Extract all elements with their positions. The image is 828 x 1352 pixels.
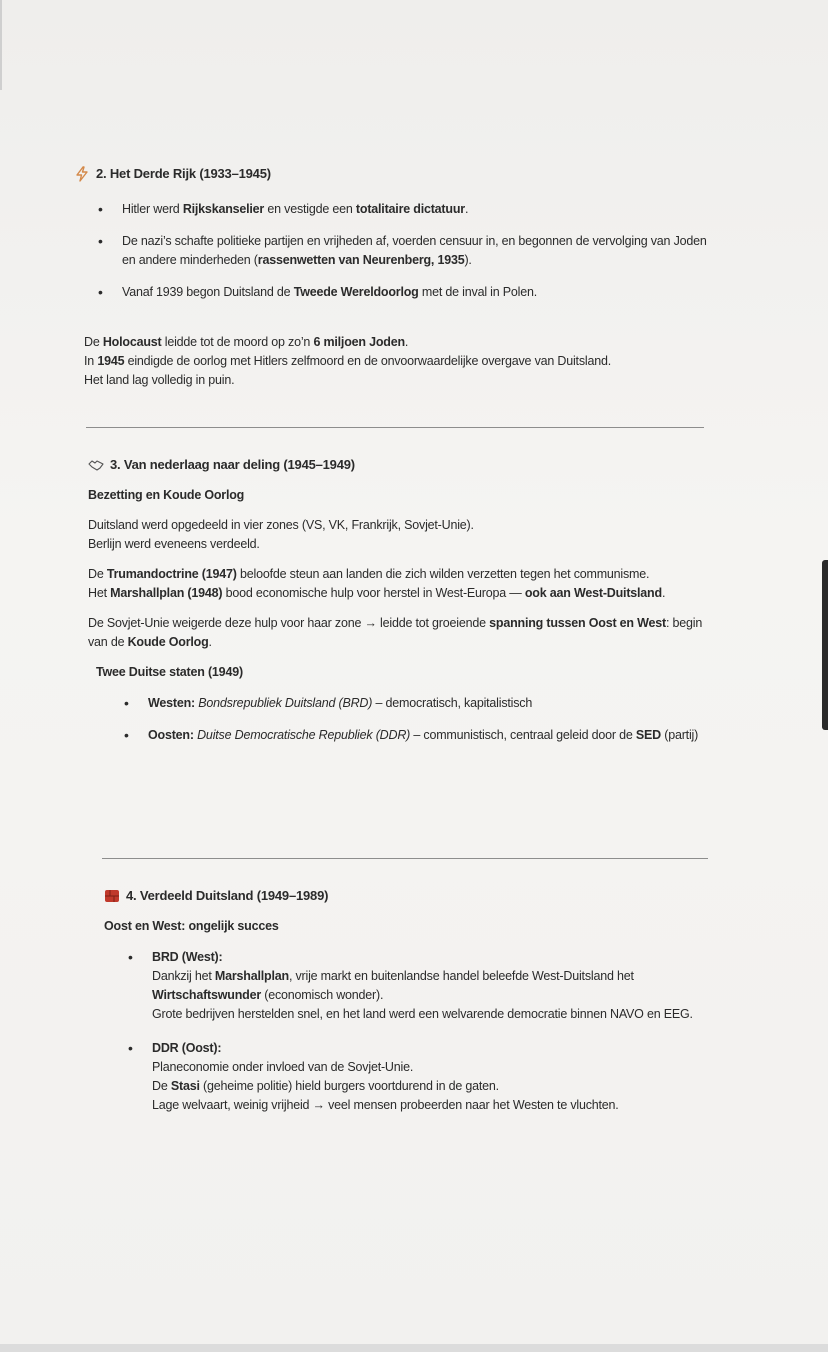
list-item: • De nazi’s schafte politieke partijen en vrijheden af, voerden censuur in, en begonnen de vervolging van Joden en andere minderheden (rassenwetten van Neurenberg, 1935). [98,232,714,270]
lightning-icon [74,166,90,182]
paragraph-line: Berlijn werd eveneens verdeeld. [88,537,260,551]
bold-text: Marshallplan [214,969,289,983]
paragraph [88,614,708,652]
bold-text: rassenwetten van Neurenberg, 1935 [257,253,465,267]
paragraph-line: Het Marshallplan (1948) bood economische hulp voor herstel in West-Europa — ook aan West-Duitsland. [88,586,666,600]
section-4 [104,886,709,1115]
bold-text: Trumandoctrine (1947) [106,567,237,581]
bold-text: Oosten: [148,728,194,742]
list-item-line: Lage welvaart, weinig vrijheid → veel mensen probeerden naar het Westen te vluchten. [152,1098,619,1112]
list-item: • Oosten: Duitse Democratische Republiek (DDR) – communistisch, centraal geleid door de SED (partij) [124,726,708,745]
bold-text: spanning tussen Oost en West [489,616,666,630]
italic-text: Duitse Democratische Republiek (DDR) [197,728,411,742]
list-item [128,948,709,1024]
bold-text: totalitaire dictatuur [355,202,465,216]
bold-text: Holocaust [102,335,162,349]
divider [102,858,708,859]
divider [86,427,704,428]
paragraph-line: Duitsland werd opgedeeld in vier zones (VS, VK, Frankrijk, Sovjet-Unie). [88,518,474,532]
paper-fold [0,0,8,90]
handshake-icon [88,457,104,473]
bold-text: Wirtschaftswunder [152,988,262,1002]
list-item-title: • BRD (West): [152,950,223,964]
bold-text: ook aan West-Duitsland [524,586,662,600]
bold-text: Koude Oorlog [127,635,209,649]
subheading: Bezetting en Koude Oorlog [88,488,245,502]
list-item-line: Planeconomie onder invloed van de Sovjet-Unie. [152,1060,414,1074]
section-4-heading: 4. Verdeeld Duitsland (1949–1989) [104,886,709,905]
bold-text: Stasi [170,1079,200,1093]
page-edge [822,560,828,730]
section-2-paragraph [84,333,724,390]
subheading: Oost en West: ongelijk succes [104,919,279,933]
section-4-list [128,948,709,1115]
italic-text: Bondsrepubliek Duitsland (BRD) [198,696,373,710]
bold-text: 6 miljoen Joden [313,335,405,349]
section-3 [88,455,708,745]
list-item-line: Grote bedrijven herstelden snel, en het land werd een welvarende democratie binnen NAVO en EEG. [152,1007,693,1021]
paragraph-line: Het land lag volledig in puin. [84,373,235,387]
paragraph [88,516,708,554]
paragraph-line: De Holocaust leidde tot de moord op zo’n 6 miljoen Joden. [84,335,409,349]
bottom-edge [0,1344,828,1352]
brick-icon [104,888,120,904]
bold-text: Tweede Wereldoorlog [293,285,419,299]
list-item [128,1039,709,1115]
list-item: • Vanaf 1939 begon Duitsland de Tweede Wereldoorlog met de inval in Polen. [98,283,714,302]
section-3-heading: 3. Van nederlaag naar deling (1945–1949) [88,455,708,474]
section-2-list [98,200,714,302]
list-item-title: • DDR (Oost): [152,1041,222,1055]
section-2 [74,164,714,302]
section-3-list [124,694,708,745]
bold-text: SED [635,728,661,742]
paragraph-line: De Sovjet-Unie weigerde deze hulp voor haar zone → leidde tot groeiende spanning tussen Oost en West: begin van de Koude Oorlog. [88,616,703,649]
list-item-line: De Stasi (geheime politie) hield burgers voortdurend in de gaten. [152,1079,499,1093]
paragraph-line: In 1945 eindigde de oorlog met Hitlers zelfmoord en de onvoorwaardelijke overgave van Duitsland. [84,354,611,368]
paragraph [88,565,708,603]
paragraph-line: De Trumandoctrine (1947) beloofde steun aan landen die zich wilden verzetten tegen het communisme. [88,567,650,581]
section-2-heading: 2. Het Derde Rijk (1933–1945) [74,164,714,183]
bold-text: Westen: [148,696,195,710]
list-item: • Westen: Bondsrepubliek Duitsland (BRD) – democratisch, kapitalistisch [124,694,708,713]
list-item-line: Dankzij het Marshallplan, vrije markt en buitenlandse handel beleefde West-Duitsland het Wirtschaftswunder (economisch wonder). [152,969,634,1002]
bold-text: Marshallplan (1948) [110,586,223,600]
bold-text: Rijkskanselier [182,202,265,216]
bold-text: 1945 [97,354,125,368]
list-item: • Hitler werd Rijkskanselier en vestigde een totalitaire dictatuur. [98,200,714,219]
subheading: Twee Duitse staten (1949) [96,665,243,679]
